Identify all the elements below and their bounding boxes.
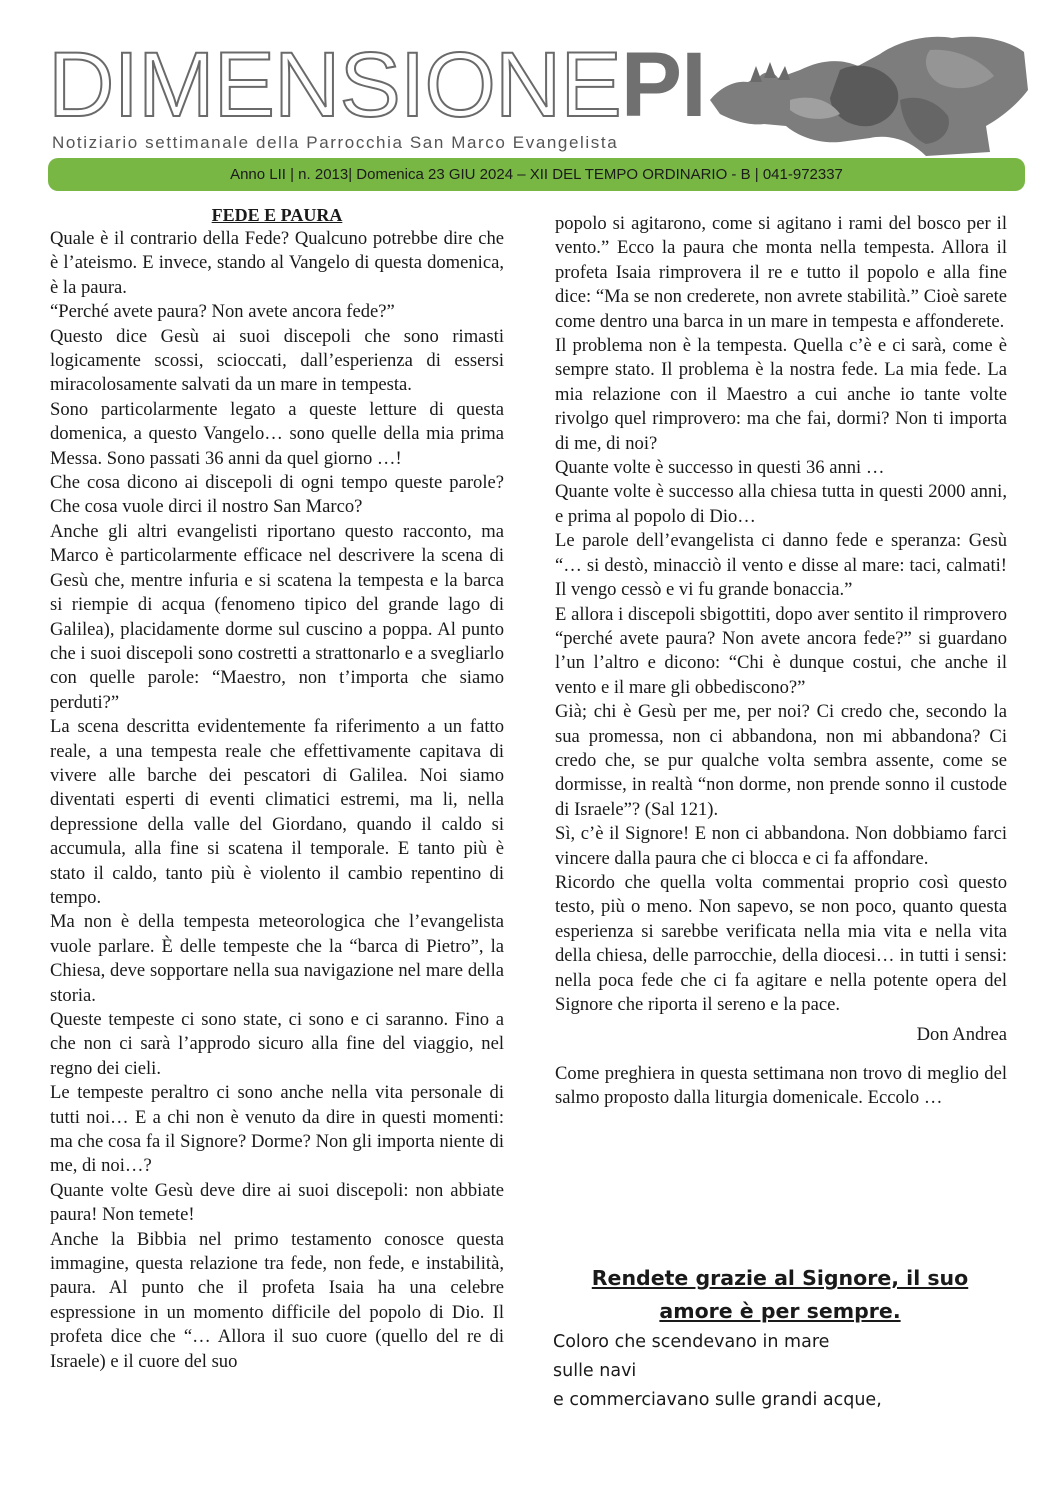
psalm-title	[553, 1262, 1007, 1328]
paragraph: Sono particolarmente legato a queste letture di questa domenica, a questo Vangelo… sono quelle della mia prima Messa. Sono passati 36 anni da quel giorno …!	[50, 398, 504, 469]
article-left-column	[50, 203, 504, 1374]
prayer-intro: Come preghiera in questa settimana non trovo di meglio del salmo proposto dalla liturgia domenicale. Eccolo …	[555, 1062, 1007, 1109]
masthead	[0, 0, 1058, 200]
author-signature: Don Andrea	[916, 1024, 1007, 1046]
paragraph: Ricordo che quella volta commentai proprio così questo testo, più o meno. Non sapevo, se non poco, quanto questa esperienza si sarebbe verificata nella mia vita e nella vita della chiesa, delle parrocchie, della diocesi… in tutti i sensi: nella poca fede che ci fa agitare e nella potente opera del Signore che riporta il sereno e la pace.	[555, 871, 1007, 1015]
article-title: FEDE E PAURA	[211, 205, 343, 225]
paragraph: Questo dice Gesù ai suoi discepoli che sono rimasti logicamente scossi, scioccati, dall’esperienza di essersi miracolosamente salvati da un mare in tempesta.	[50, 325, 504, 396]
psalm-verses	[553, 1328, 1007, 1415]
paragraph: Quante volte Gesù deve dire ai suoi discepoli: non abbiate paura! Non temete!	[50, 1179, 504, 1226]
paragraph: Le parole dell’evangelista ci danno fede e speranza: Gesù “… si destò, minacciò il vento e disse al mare: taci, calmati! Il vengo cessò e vi fu grande bonaccia.”	[555, 530, 1007, 601]
psalm-title-line-1: Rendete grazie al Signore, il suo	[591, 1266, 969, 1290]
psalm-line: sulle navi	[553, 1361, 637, 1381]
paragraph: Quale è il contrario della Fede? Qualcuno potrebbe dire che è l’ateismo. E invece, stando al Vangelo di questa domenica, è la paura.	[50, 228, 504, 298]
paragraph: Quante volte è successo alla chiesa tutta in questi 2000 anni, e prima al popolo di Dio…	[555, 481, 1007, 527]
issue-info-bar: Anno LII | n. 2013| Domenica 23 GIU 2024 – XII DEL TEMPO ORDINARIO - B | 041-972337	[48, 158, 1025, 191]
logo-text-pi: PI	[620, 34, 706, 136]
paragraph: Anche la Bibbia nel primo testamento conosce questa immagine, questa relazione tra fede, non fede, e instabilità, paura. Al punto che il profeta Isaia ha una celebre espressione in un momento difficile del popolo di Dio. Il profeta dice che “… Allora il suo cuore (quello del re di Israele) e il cuore del suo	[50, 1228, 504, 1372]
paragraph: Le tempeste peraltro ci sono anche nella vita personale di tutti noi… E a chi non è venuto da dire in questi momenti: ma che cosa fa il Signore? Dorme? Non gli importa niente di me, di noi…?	[50, 1082, 504, 1177]
article-right-column	[555, 212, 1007, 1111]
paragraph: Già; chi è Gesù per me, per noi? Ci credo che, secondo la sua promessa, non ci abbandona, non mi abbandona? Ci credo che, se pur qualche volta sembra assente, come se dormisse, in realtà “non dorme, non prende sonno il custode di Israele”? (Sal 121).	[555, 701, 1007, 820]
psalm-title-line-2: amore è per sempre.	[659, 1299, 901, 1323]
paragraph: popolo si agitarono, come si agitano i rami del bosco per il vento.” Ecco la paura che monta nella tempesta. Allora il profeta Isaia rimprovera il re e tutto il popolo e alla fine dice: “Ma se non crederete, non avrete stabilità.” Cioè sarete come dentro una barca in un mare in tempesta e affonderete.	[555, 213, 1007, 332]
paragraph: E allora i discepoli sbigottiti, dopo aver sentito il rimprovero “perché avete paura? Non avete ancora fede?” si guardano l’un l’altro e dicono: “Chi è dunque costui, che anche il vento e il mare gli obbediscono?”	[555, 603, 1007, 698]
paragraph: Il problema non è la tempesta. Quella c’è e ci sarà, come è sempre stato. Il problema è la nostra fede. La mia fede. La mia relazione con il Maestro a cui anche io tante volte rivolgo quel rimprovero: ma che fai, dormi? Non ti importa di me, di noi?	[555, 335, 1007, 454]
paragraph: Anche gli altri evangelisti riportano questo racconto, ma Marco è particolarmente efficace nel descrivere la scena di Gesù che, mentre infuria e si scatena la tempesta e la barca si riempie di acqua (fenomeno tipico del grande lago di Galilea), placidamente dorme sul cuscino a poppa. Al punto che i suoi discepoli sono costretti a strattonarlo e a svegliarlo con quelle parole: “Maestro, non t’importa che siamo perduti?”	[50, 520, 504, 713]
paragraph: Quante volte è successo in questi 36 anni …	[555, 457, 885, 479]
paragraph: Sì, c’è il Signore! E non ci abbandona. Non dobbiamo farci vincere dalla paura che ci blocca e ci fa affondare.	[555, 823, 1007, 869]
psalm-line: Coloro che scendevano in mare	[553, 1332, 830, 1352]
psalm-section	[553, 1262, 1007, 1415]
tagline: Notiziario settimanale della Parrocchia San Marco Evangelista	[52, 133, 619, 152]
logo-text-dimensione: DIMENSIONE	[48, 34, 621, 136]
paragraph: La scena descritta evidentemente fa riferimento a un fatto reale, a una tempesta reale che effettivamente capitava di vivere alle barche dei pescatori di Galilea. Noi siamo diventati esperti di eventi climatici estremi, ma li, nella depressione della valle del Giordano, quando il caldo si accumula, alla fine si scatena il temporale. E tanto più è stato il caldo, tanto più è violento il cambio repentino di tempo.	[50, 716, 504, 908]
paragraph: Queste tempeste ci sono state, ci sono e ci saranno. Fino a che non ci sarà l’approdo sicuro alla fine del viaggio, nel regno dei cieli.	[50, 1009, 504, 1079]
paragraph: “Perché avete paura? Non avete ancora fede?”	[50, 301, 395, 323]
statue-image	[690, 30, 1030, 158]
paragraph: Che cosa dicono ai discepoli di ogni tempo queste parole? Che cosa vuole dirci il nostro San Marco?	[50, 472, 504, 518]
newsletter-logo	[48, 34, 706, 136]
psalm-line: e commerciavano sulle grandi acque,	[553, 1390, 882, 1410]
paragraph: Ma non è della tempesta meteorologica che l’evangelista vuole parlare. È delle tempeste che la “barca di Pietro”, la Chiesa, deve sopportare nella sua navigazione nel mare della storia.	[50, 911, 504, 1006]
